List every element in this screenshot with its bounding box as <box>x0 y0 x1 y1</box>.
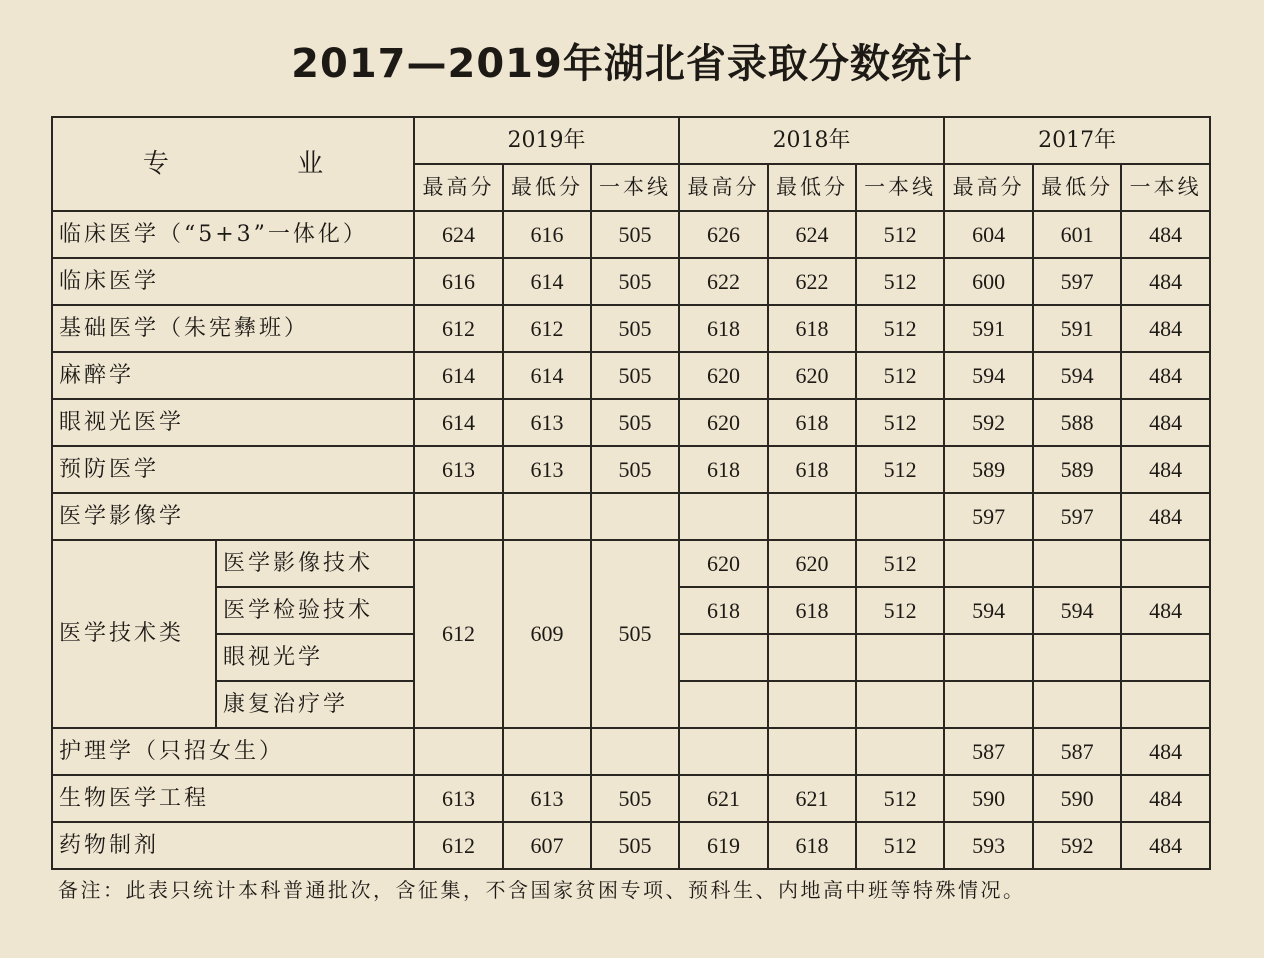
score-cell <box>944 681 1033 728</box>
score-cell <box>503 493 591 540</box>
score-cell: 620 <box>679 399 768 446</box>
sub-header-min: 最低分 <box>768 164 856 211</box>
score-cell: 618 <box>679 446 768 493</box>
major-name: 预防医学 <box>52 446 414 493</box>
sub-major-name: 眼视光学 <box>216 634 414 681</box>
score-cell: 505 <box>591 540 679 728</box>
score-cell <box>856 728 944 775</box>
score-cell <box>944 634 1033 681</box>
score-cell: 591 <box>1033 305 1121 352</box>
score-cell <box>1033 681 1121 728</box>
score-cell <box>679 634 768 681</box>
score-cell: 618 <box>768 587 856 634</box>
score-cell: 624 <box>768 211 856 258</box>
table-row <box>52 822 1210 869</box>
score-cell: 589 <box>1033 446 1121 493</box>
score-cell <box>1121 634 1210 681</box>
score-cell: 592 <box>1033 822 1121 869</box>
major-name: 眼视光医学 <box>52 399 414 446</box>
score-cell: 620 <box>679 352 768 399</box>
table-row <box>52 305 1210 352</box>
score-cell: 616 <box>414 258 503 305</box>
score-cell: 484 <box>1121 258 1210 305</box>
table-row <box>52 399 1210 446</box>
major-name: 药物制剂 <box>52 822 414 869</box>
score-cell: 512 <box>856 258 944 305</box>
score-cell: 624 <box>414 211 503 258</box>
table-row <box>52 728 1210 775</box>
score-cell <box>591 728 679 775</box>
score-cell: 613 <box>503 775 591 822</box>
score-cell: 587 <box>1033 728 1121 775</box>
score-cell: 505 <box>591 305 679 352</box>
score-cell: 614 <box>503 258 591 305</box>
score-cell <box>414 493 503 540</box>
score-cell: 512 <box>856 211 944 258</box>
sub-major-name: 医学影像技术 <box>216 540 414 587</box>
score-cell: 597 <box>1033 493 1121 540</box>
score-cell: 592 <box>944 399 1033 446</box>
score-cell: 618 <box>768 399 856 446</box>
score-cell: 484 <box>1121 493 1210 540</box>
score-cell: 626 <box>679 211 768 258</box>
sub-header-max: 最高分 <box>414 164 503 211</box>
score-cell: 594 <box>944 587 1033 634</box>
score-cell: 614 <box>414 399 503 446</box>
score-cell <box>1033 634 1121 681</box>
score-cell: 505 <box>591 446 679 493</box>
score-cell: 601 <box>1033 211 1121 258</box>
score-cell: 588 <box>1033 399 1121 446</box>
score-cell: 614 <box>503 352 591 399</box>
score-cell: 484 <box>1121 822 1210 869</box>
score-cell: 484 <box>1121 305 1210 352</box>
score-cell <box>856 493 944 540</box>
score-cell <box>768 728 856 775</box>
score-cell: 620 <box>679 540 768 587</box>
score-cell: 587 <box>944 728 1033 775</box>
score-cell: 590 <box>944 775 1033 822</box>
score-cell <box>679 728 768 775</box>
score-cell: 505 <box>591 399 679 446</box>
score-cell <box>768 634 856 681</box>
sub-header-min: 最低分 <box>503 164 591 211</box>
table-row <box>52 775 1210 822</box>
admission-score-table <box>51 116 1211 870</box>
score-cell <box>1033 540 1121 587</box>
score-cell: 484 <box>1121 587 1210 634</box>
year-header-2019: 2019年 <box>414 117 679 164</box>
score-cell: 616 <box>503 211 591 258</box>
score-cell <box>679 493 768 540</box>
footnote: 备注：此表只统计本科普通批次，含征集，不含国家贫困专项、预科生、内地高中班等特殊情况。 <box>58 878 1026 902</box>
table-row <box>52 352 1210 399</box>
sub-header-line: 一本线 <box>591 164 679 211</box>
table-row <box>52 540 1210 587</box>
score-cell: 621 <box>768 775 856 822</box>
score-cell: 597 <box>944 493 1033 540</box>
score-cell: 591 <box>944 305 1033 352</box>
score-cell: 609 <box>503 540 591 728</box>
score-cell <box>1121 540 1210 587</box>
major-name: 基础医学（朱宪彝班） <box>52 305 414 352</box>
score-cell <box>856 634 944 681</box>
score-cell: 622 <box>679 258 768 305</box>
score-cell: 613 <box>414 775 503 822</box>
sub-header-max: 最高分 <box>944 164 1033 211</box>
table-row <box>52 493 1210 540</box>
score-cell: 612 <box>414 822 503 869</box>
score-cell: 594 <box>944 352 1033 399</box>
score-cell <box>503 728 591 775</box>
score-cell: 484 <box>1121 399 1210 446</box>
sub-header-min: 最低分 <box>1033 164 1121 211</box>
major-header: 专 业 <box>52 117 414 211</box>
score-cell: 512 <box>856 775 944 822</box>
score-cell <box>414 728 503 775</box>
major-name: 护理学（只招女生） <box>52 728 414 775</box>
score-cell: 620 <box>768 540 856 587</box>
score-cell: 512 <box>856 446 944 493</box>
score-cell: 484 <box>1121 211 1210 258</box>
score-cell: 619 <box>679 822 768 869</box>
score-cell: 612 <box>414 305 503 352</box>
score-cell: 618 <box>679 587 768 634</box>
score-cell: 597 <box>1033 258 1121 305</box>
score-cell <box>944 540 1033 587</box>
score-cell: 613 <box>414 446 503 493</box>
score-cell: 600 <box>944 258 1033 305</box>
score-cell <box>1121 681 1210 728</box>
table-row <box>52 211 1210 258</box>
score-cell: 505 <box>591 822 679 869</box>
score-cell: 505 <box>591 258 679 305</box>
score-cell: 505 <box>591 211 679 258</box>
major-name: 临床医学 <box>52 258 414 305</box>
major-group-name: 医学技术类 <box>52 540 216 728</box>
score-cell: 484 <box>1121 728 1210 775</box>
score-cell: 612 <box>503 305 591 352</box>
sub-header-max: 最高分 <box>679 164 768 211</box>
score-cell: 590 <box>1033 775 1121 822</box>
score-cell <box>591 493 679 540</box>
score-cell <box>679 681 768 728</box>
score-cell: 593 <box>944 822 1033 869</box>
score-cell: 607 <box>503 822 591 869</box>
score-cell: 618 <box>679 305 768 352</box>
major-name: 生物医学工程 <box>52 775 414 822</box>
table-row <box>52 258 1210 305</box>
score-cell: 594 <box>1033 352 1121 399</box>
score-cell: 594 <box>1033 587 1121 634</box>
score-cell: 505 <box>591 352 679 399</box>
score-cell: 620 <box>768 352 856 399</box>
page-title: 2017—2019年湖北省录取分数统计 <box>291 41 973 87</box>
score-cell: 618 <box>768 446 856 493</box>
score-cell <box>768 681 856 728</box>
score-cell: 484 <box>1121 352 1210 399</box>
year-header-2017: 2017年 <box>944 117 1210 164</box>
score-cell: 505 <box>591 775 679 822</box>
score-cell: 589 <box>944 446 1033 493</box>
sub-header-line: 一本线 <box>856 164 944 211</box>
score-cell: 604 <box>944 211 1033 258</box>
score-cell: 484 <box>1121 446 1210 493</box>
sub-header-line: 一本线 <box>1121 164 1210 211</box>
score-cell: 622 <box>768 258 856 305</box>
score-cell <box>768 493 856 540</box>
score-cell: 613 <box>503 446 591 493</box>
score-cell: 618 <box>768 822 856 869</box>
score-cell: 484 <box>1121 775 1210 822</box>
table-row <box>52 446 1210 493</box>
score-cell: 512 <box>856 399 944 446</box>
score-cell: 512 <box>856 587 944 634</box>
score-cell: 618 <box>768 305 856 352</box>
year-header-2018: 2018年 <box>679 117 944 164</box>
major-name: 麻醉学 <box>52 352 414 399</box>
score-cell: 512 <box>856 822 944 869</box>
major-name: 临床医学（“5+3”一体化） <box>52 211 414 258</box>
score-cell: 512 <box>856 352 944 399</box>
score-cell: 512 <box>856 540 944 587</box>
sub-major-name: 医学检验技术 <box>216 587 414 634</box>
score-cell: 512 <box>856 305 944 352</box>
major-name: 医学影像学 <box>52 493 414 540</box>
score-cell <box>856 681 944 728</box>
sub-major-name: 康复治疗学 <box>216 681 414 728</box>
score-cell: 614 <box>414 352 503 399</box>
score-cell: 613 <box>503 399 591 446</box>
score-cell: 621 <box>679 775 768 822</box>
score-cell: 612 <box>414 540 503 728</box>
